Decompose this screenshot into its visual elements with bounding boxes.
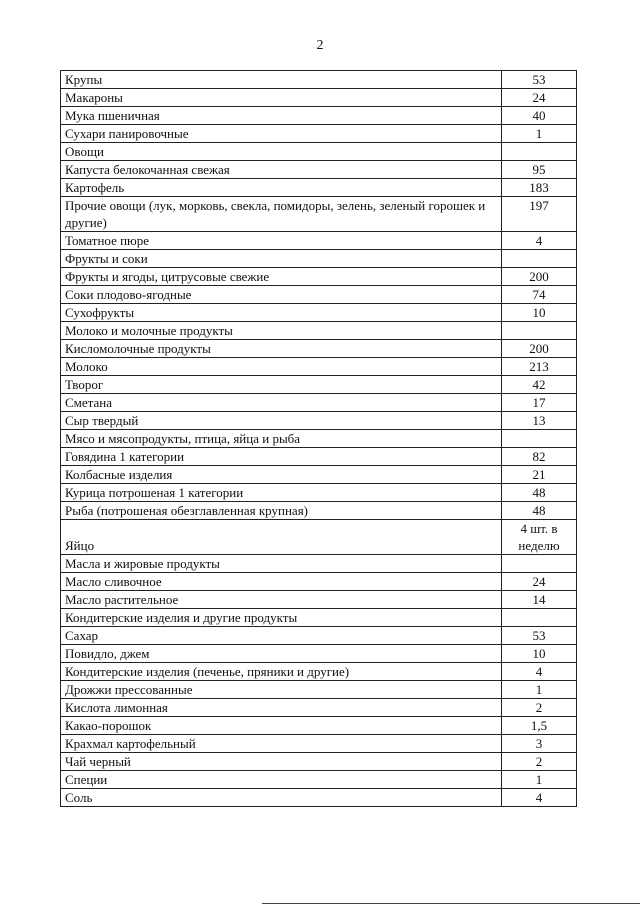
product-name-cell: Соки плодово-ягодные [61, 286, 502, 304]
product-name-cell: Дрожжи прессованные [61, 681, 502, 699]
product-quantity-cell: 13 [502, 412, 577, 430]
product-quantity-cell: 1,5 [502, 717, 577, 735]
table-row [61, 268, 577, 286]
table-row [61, 484, 577, 502]
table-row [61, 304, 577, 322]
product-quantity-cell: 183 [502, 179, 577, 197]
table-row [61, 107, 577, 125]
table-row [61, 681, 577, 699]
product-name-cell: Какао-порошок [61, 717, 502, 735]
table-row [61, 627, 577, 645]
footer-rule [262, 903, 640, 904]
product-name-cell: Томатное пюре [61, 232, 502, 250]
product-quantity-cell: 4 [502, 232, 577, 250]
table-row [61, 250, 577, 268]
table-row [61, 286, 577, 304]
product-name-cell: Мука пшеничная [61, 107, 502, 125]
table-row [61, 735, 577, 753]
table-row [61, 322, 577, 340]
product-name-cell: Молоко [61, 358, 502, 376]
product-quantity-cell: 24 [502, 89, 577, 107]
table-row [61, 161, 577, 179]
table-row [61, 394, 577, 412]
product-name-cell: Прочие овощи (лук, морковь, свекла, помидоры, зелень, зеленый горошек и другие) [61, 197, 502, 232]
product-name-cell: Рыба (потрошеная обезглавленная крупная) [61, 502, 502, 520]
product-quantity-cell: 17 [502, 394, 577, 412]
product-quantity-cell: 10 [502, 645, 577, 663]
product-name-cell: Сыр твердый [61, 412, 502, 430]
product-quantity-cell: 2 [502, 753, 577, 771]
table-row [61, 663, 577, 681]
product-name-cell: Фрукты и соки [61, 250, 502, 268]
product-name-cell: Сухари панировочные [61, 125, 502, 143]
product-quantity-cell: 10 [502, 304, 577, 322]
food-norms-table [60, 70, 577, 807]
product-quantity-cell: 48 [502, 502, 577, 520]
table-row [61, 466, 577, 484]
table-row [61, 376, 577, 394]
product-name-cell: Фрукты и ягоды, цитрусовые свежие [61, 268, 502, 286]
table-row [61, 340, 577, 358]
product-quantity-cell: 48 [502, 484, 577, 502]
product-quantity-cell: 82 [502, 448, 577, 466]
product-quantity-cell [502, 322, 577, 340]
page-number: 2 [316, 38, 324, 53]
product-name-cell: Макароны [61, 89, 502, 107]
table-row [61, 502, 577, 520]
product-name-cell: Творог [61, 376, 502, 394]
product-name-cell: Говядина 1 категории [61, 448, 502, 466]
product-name-cell: Специи [61, 771, 502, 789]
product-name-cell: Мясо и мясопродукты, птица, яйца и рыба [61, 430, 502, 448]
product-name-cell: Крупы [61, 71, 502, 89]
product-name-cell: Молоко и молочные продукты [61, 322, 502, 340]
table-row [61, 448, 577, 466]
table-row [61, 412, 577, 430]
table-row [61, 699, 577, 717]
table-row [61, 143, 577, 161]
table-row [61, 573, 577, 591]
product-quantity-cell: 200 [502, 268, 577, 286]
product-quantity-cell: 1 [502, 125, 577, 143]
table-row [61, 125, 577, 143]
product-name-cell: Чай черный [61, 753, 502, 771]
table-row [61, 358, 577, 376]
product-name-cell: Сметана [61, 394, 502, 412]
product-quantity-cell: 24 [502, 573, 577, 591]
product-name-cell: Овощи [61, 143, 502, 161]
table-row [61, 430, 577, 448]
product-name-cell: Кислота лимонная [61, 699, 502, 717]
table-row [61, 591, 577, 609]
product-name-cell: Картофель [61, 179, 502, 197]
product-name-cell: Сухофрукты [61, 304, 502, 322]
table-row [61, 555, 577, 573]
product-quantity-cell: 213 [502, 358, 577, 376]
product-quantity-cell: 4 [502, 663, 577, 681]
table-row [61, 717, 577, 735]
product-name-cell: Соль [61, 789, 502, 807]
product-quantity-cell [502, 430, 577, 448]
product-name-cell: Масло растительное [61, 591, 502, 609]
product-quantity-cell: 74 [502, 286, 577, 304]
product-quantity-cell: 3 [502, 735, 577, 753]
product-name-cell: Яйцо [61, 520, 502, 555]
product-name-cell: Повидло, джем [61, 645, 502, 663]
product-quantity-cell: 2 [502, 699, 577, 717]
table-row [61, 197, 577, 232]
table-row [61, 232, 577, 250]
product-name-cell: Масло сливочное [61, 573, 502, 591]
table-row [61, 789, 577, 807]
table-row [61, 645, 577, 663]
product-quantity-cell: 53 [502, 71, 577, 89]
food-norms-table-container [60, 70, 572, 807]
product-quantity-cell: 14 [502, 591, 577, 609]
product-quantity-cell: 21 [502, 466, 577, 484]
table-row [61, 771, 577, 789]
product-quantity-cell: 4 [502, 789, 577, 807]
product-name-cell: Кондитерские изделия и другие продукты [61, 609, 502, 627]
product-quantity-cell: 1 [502, 771, 577, 789]
product-quantity-cell: 40 [502, 107, 577, 125]
product-name-cell: Кондитерские изделия (печенье, пряники и другие) [61, 663, 502, 681]
table-row [61, 179, 577, 197]
table-row [61, 520, 577, 555]
table-body [61, 71, 577, 807]
product-name-cell: Колбасные изделия [61, 466, 502, 484]
product-name-cell: Масла и жировые продукты [61, 555, 502, 573]
product-quantity-cell: 200 [502, 340, 577, 358]
product-name-cell: Крахмал картофельный [61, 735, 502, 753]
product-quantity-cell [502, 609, 577, 627]
product-name-cell: Капуста белокочанная свежая [61, 161, 502, 179]
table-row [61, 609, 577, 627]
product-quantity-cell: 53 [502, 627, 577, 645]
product-quantity-cell: 4 шт. в неделю [502, 520, 577, 555]
product-quantity-cell [502, 250, 577, 268]
product-quantity-cell: 95 [502, 161, 577, 179]
product-quantity-cell [502, 555, 577, 573]
table-row [61, 71, 577, 89]
table-row [61, 753, 577, 771]
product-name-cell: Курица потрошеная 1 категории [61, 484, 502, 502]
product-quantity-cell: 1 [502, 681, 577, 699]
table-row [61, 89, 577, 107]
product-name-cell: Кисломолочные продукты [61, 340, 502, 358]
product-name-cell: Сахар [61, 627, 502, 645]
product-quantity-cell: 197 [502, 197, 577, 232]
product-quantity-cell [502, 143, 577, 161]
product-quantity-cell: 42 [502, 376, 577, 394]
